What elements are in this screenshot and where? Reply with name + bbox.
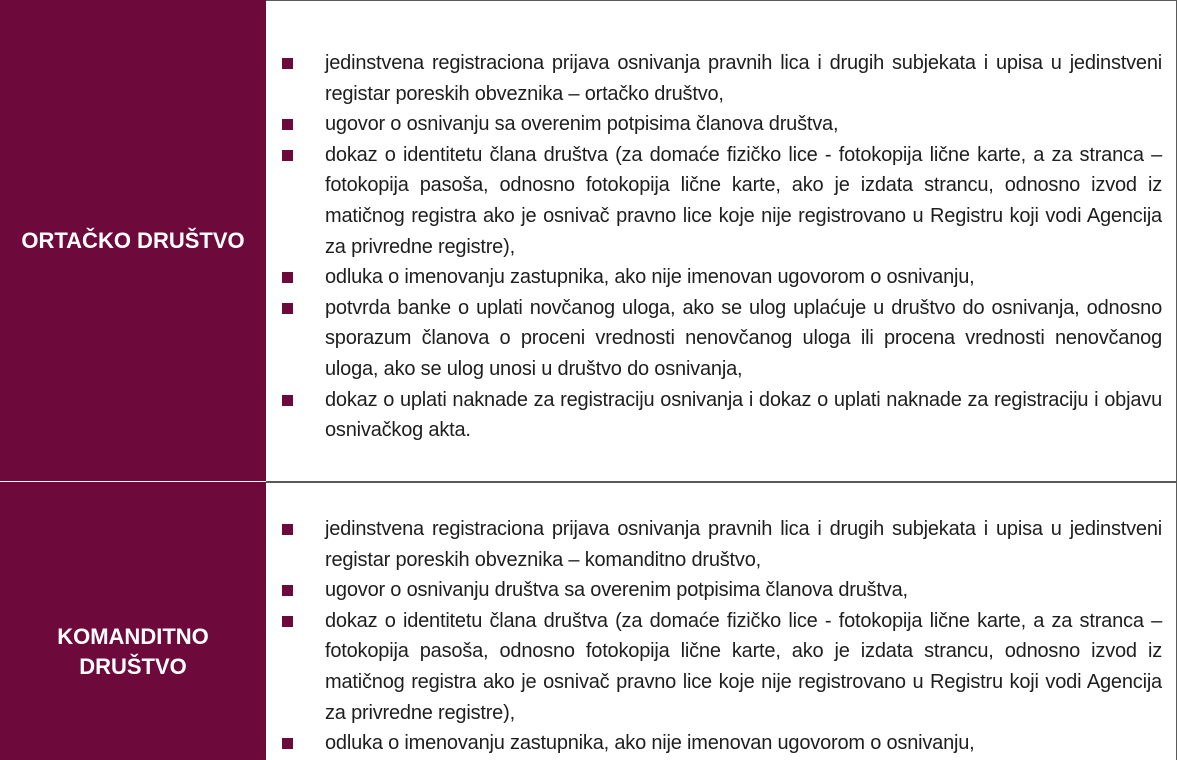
list-item [266, 606, 1162, 728]
square-bullet-icon [282, 738, 293, 749]
list-item [266, 728, 1162, 759]
square-bullet-icon [282, 150, 293, 161]
list-item-text: dokaz o identitetu člana društva (za domaće fizičko lice - fotokopija lične karte, a za stranca – fotokopija pasoša, odnosno fotokopija lične karte, ako je izdata strancu, odnosno izvod iz matičnog registra ako je osnivač pravno lice koje nije registrovano u Registru koji vodi Agencija za privredne registre), [325, 609, 1162, 724]
table-row-komanditno [0, 482, 1177, 760]
row-label-cell [0, 482, 266, 760]
list-item [266, 293, 1162, 385]
square-bullet-icon [282, 58, 293, 69]
row-label: KOMANDITNO DRUŠTVO [57, 624, 209, 679]
list-item-text: potvrda banke o uplati novčanog uloga, ako se ulog uplaćuje u društvo do osnivanja, odnosno sporazum članova o proceni vrednosti nenovčanog uloga ili procena vrednosti nenovčanog uloga, ako se ulog unosi u društvo do osnivanja, [325, 296, 1162, 380]
square-bullet-icon [282, 303, 293, 314]
square-bullet-icon [282, 395, 293, 406]
list-item-text: dokaz o uplati naknade za registraciju osnivanja i dokaz o uplati naknade za registraciju i objavu osnivačkog akta. [325, 388, 1162, 442]
list-item-text: jedinstvena registraciona prijava osnivanja pravnih lica i drugih subjekata i upisa u jedinstveni registar poreskih obveznika – komanditno društvo, [325, 518, 1162, 571]
list-item [266, 109, 1162, 140]
list-item-text: jedinstvena registraciona prijava osnivanja pravnih lica i drugih subjekata i upisa u jedinstveni registar poreskih obveznika – ortačko društvo, [325, 52, 1162, 105]
list-item [266, 262, 1162, 293]
list-item-text: ugovor o osnivanju društva sa overenim potpisima članova društva, [325, 579, 908, 602]
list-item-text: ugovor o osnivanju sa overenim potpisima članova društva, [325, 113, 839, 136]
list-item [266, 575, 1162, 606]
bullet-list [266, 514, 1162, 759]
list-item-text: dokaz o identitetu člana društva (za domaće fizičko lice - fotokopija lične karte, a za stranca – fotokopija pasoša, odnosno fotokopija lične karte, ako je izdata strancu, odnosno izvod iz matičnog registra ako je osnivač pravno lice koje nije registrovano u Registru koji vodi Agencija za privredne registre), [325, 143, 1162, 258]
bullet-list [266, 48, 1162, 446]
list-item [266, 385, 1162, 446]
row-label-cell [0, 0, 266, 482]
list-item-text: odluka o imenovanju zastupnika, ako nije imenovan ugovorom o osnivanju, [325, 266, 975, 289]
square-bullet-icon [282, 272, 293, 283]
square-bullet-icon [282, 524, 293, 535]
row-content-cell [266, 482, 1177, 760]
square-bullet-icon [282, 616, 293, 627]
square-bullet-icon [282, 119, 293, 130]
square-bullet-icon [282, 585, 293, 596]
row-content-cell [266, 0, 1177, 482]
list-item [266, 140, 1162, 262]
list-item [266, 48, 1162, 109]
list-item [266, 514, 1162, 575]
list-item-text: odluka o imenovanju zastupnika, ako nije imenovan ugovorom o osnivanju, [325, 732, 975, 755]
row-label: ORTAČKO DRUŠTVO [21, 228, 245, 253]
